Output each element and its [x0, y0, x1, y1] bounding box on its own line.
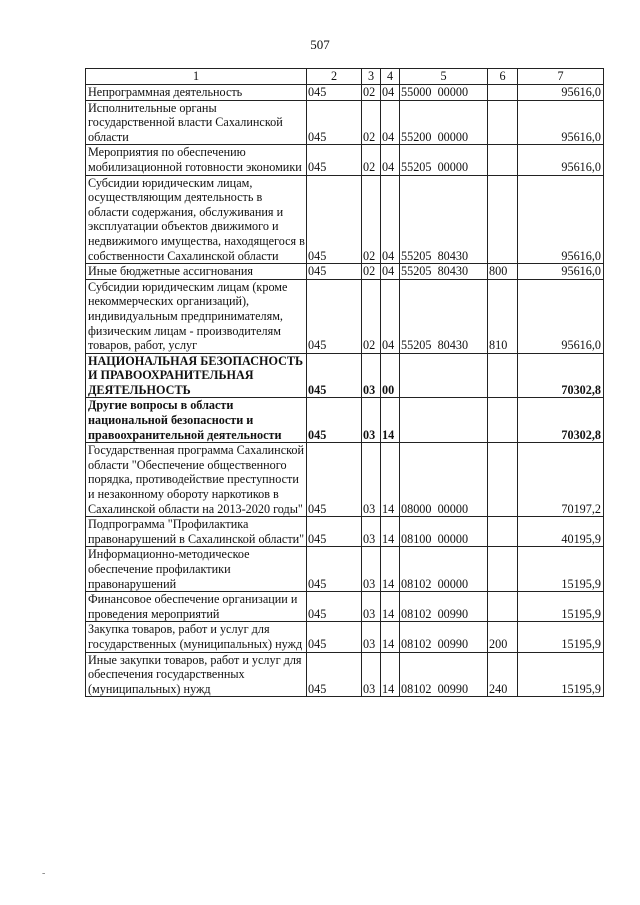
row-rz-cell: 02	[362, 264, 381, 280]
row-gr-cell: 045	[307, 145, 362, 175]
row-name-cell: Субсидии юридическим лицам, осуществляющим деятельность в области содержания, обслуживания и эксплуатации объектов движимого и недвижимого имущества, находящегося в собственности Сахалинской области	[86, 175, 307, 264]
row-csr-cell: 55200 00000	[400, 100, 488, 145]
row-name-cell: Другие вопросы в области национальной безопасности и правоохранительной деятельности	[86, 398, 307, 443]
row-amount-cell: 15195,9	[518, 592, 604, 622]
row-name-cell: Субсидии юридическим лицам (кроме некоммерческих организаций), индивидуальным предпринимателям, физическим лицам - производителям товаров, работ, услуг	[86, 279, 307, 353]
row-vr-cell	[488, 353, 518, 398]
row-vr-cell	[488, 592, 518, 622]
row-csr-cell: 55205 00000	[400, 145, 488, 175]
page-number: 507	[310, 37, 330, 52]
row-csr-cell: 55205 80430	[400, 264, 488, 280]
row-gr-cell: 045	[307, 443, 362, 517]
row-amount-cell: 15195,9	[518, 622, 604, 652]
row-pr-cell: 04	[381, 145, 400, 175]
row-pr-cell: 14	[381, 652, 400, 697]
header-cell: 3	[362, 69, 381, 85]
row-pr-cell: 04	[381, 100, 400, 145]
table-row	[86, 175, 604, 264]
row-amount-cell: 70302,8	[518, 398, 604, 443]
row-gr-cell: 045	[307, 547, 362, 592]
row-name-cell: Государственная программа Сахалинской области "Обеспечение общественного порядка, противодействие преступности и незаконному обороту наркотиков в Сахалинской области на 2013-2020 годы"	[86, 443, 307, 517]
row-pr-cell: 14	[381, 547, 400, 592]
row-name-cell: Закупка товаров, работ и услуг для государственных (муниципальных) нужд	[86, 622, 307, 652]
row-amount-cell: 95616,0	[518, 279, 604, 353]
row-pr-cell: 14	[381, 622, 400, 652]
row-csr-cell: 08100 00000	[400, 517, 488, 547]
row-pr-cell: 04	[381, 85, 400, 101]
row-rz-cell: 03	[362, 443, 381, 517]
row-vr-cell	[488, 443, 518, 517]
row-rz-cell: 03	[362, 652, 381, 697]
header-cell: 6	[488, 69, 518, 85]
row-vr-cell	[488, 85, 518, 101]
row-pr-cell: 14	[381, 592, 400, 622]
row-rz-cell: 02	[362, 85, 381, 101]
row-vr-cell	[488, 145, 518, 175]
row-csr-cell: 08000 00000	[400, 443, 488, 517]
table-row	[86, 443, 604, 517]
table-row	[86, 145, 604, 175]
row-gr-cell: 045	[307, 100, 362, 145]
row-gr-cell: 045	[307, 592, 362, 622]
table-row	[86, 517, 604, 547]
row-rz-cell: 02	[362, 100, 381, 145]
row-csr-cell	[400, 353, 488, 398]
table-row	[86, 264, 604, 280]
row-rz-cell: 02	[362, 145, 381, 175]
row-pr-cell: 14	[381, 443, 400, 517]
row-amount-cell: 70302,8	[518, 353, 604, 398]
row-amount-cell: 95616,0	[518, 264, 604, 280]
row-amount-cell: 95616,0	[518, 145, 604, 175]
row-gr-cell: 045	[307, 175, 362, 264]
row-amount-cell: 15195,9	[518, 547, 604, 592]
row-amount-cell: 70197,2	[518, 443, 604, 517]
row-name-cell: Финансовое обеспечение организации и проведения мероприятий	[86, 592, 307, 622]
row-vr-cell: 800	[488, 264, 518, 280]
row-csr-cell: 08102 00000	[400, 547, 488, 592]
row-vr-cell	[488, 100, 518, 145]
row-rz-cell: 03	[362, 592, 381, 622]
row-gr-cell: 045	[307, 353, 362, 398]
row-name-cell: НАЦИОНАЛЬНАЯ БЕЗОПАСНОСТЬ И ПРАВООХРАНИТЕЛЬНАЯ ДЕЯТЕЛЬНОСТЬ	[86, 353, 307, 398]
header-cell: 7	[518, 69, 604, 85]
table-header-row	[86, 69, 604, 85]
scan-speck: -	[42, 868, 46, 879]
row-vr-cell	[488, 175, 518, 264]
row-name-cell: Подпрограмма "Профилактика правонарушений в Сахалинской области"	[86, 517, 307, 547]
row-gr-cell: 045	[307, 398, 362, 443]
row-name-cell: Информационно-методическое обеспечение профилактики правонарушений	[86, 547, 307, 592]
row-amount-cell: 95616,0	[518, 175, 604, 264]
table-row	[86, 279, 604, 353]
row-vr-cell	[488, 398, 518, 443]
budget-table	[85, 68, 604, 697]
header-cell: 4	[381, 69, 400, 85]
row-csr-cell: 08102 00990	[400, 622, 488, 652]
row-name-cell: Исполнительные органы государственной власти Сахалинской области	[86, 100, 307, 145]
row-vr-cell: 240	[488, 652, 518, 697]
row-csr-cell	[400, 398, 488, 443]
row-pr-cell: 04	[381, 175, 400, 264]
row-gr-cell: 045	[307, 279, 362, 353]
table-row	[86, 100, 604, 145]
header-cell: 5	[400, 69, 488, 85]
row-rz-cell: 02	[362, 175, 381, 264]
table-row	[86, 398, 604, 443]
row-name-cell: Непрограммная деятельность	[86, 85, 307, 101]
row-csr-cell: 08102 00990	[400, 592, 488, 622]
table-row	[86, 652, 604, 697]
row-gr-cell: 045	[307, 85, 362, 101]
header-cell: 1	[86, 69, 307, 85]
row-pr-cell: 04	[381, 279, 400, 353]
row-gr-cell: 045	[307, 517, 362, 547]
row-gr-cell: 045	[307, 264, 362, 280]
row-amount-cell: 95616,0	[518, 100, 604, 145]
table-row	[86, 622, 604, 652]
row-vr-cell	[488, 517, 518, 547]
row-rz-cell: 03	[362, 517, 381, 547]
row-vr-cell: 200	[488, 622, 518, 652]
row-rz-cell: 03	[362, 353, 381, 398]
table-row	[86, 547, 604, 592]
row-rz-cell: 03	[362, 398, 381, 443]
row-vr-cell: 810	[488, 279, 518, 353]
row-csr-cell: 55205 80430	[400, 279, 488, 353]
row-pr-cell: 14	[381, 517, 400, 547]
row-pr-cell: 00	[381, 353, 400, 398]
table-row	[86, 85, 604, 101]
row-csr-cell: 55000 00000	[400, 85, 488, 101]
row-vr-cell	[488, 547, 518, 592]
row-gr-cell: 045	[307, 622, 362, 652]
row-rz-cell: 02	[362, 279, 381, 353]
row-rz-cell: 03	[362, 622, 381, 652]
row-name-cell: Мероприятия по обеспечению мобилизационной готовности экономики	[86, 145, 307, 175]
row-gr-cell: 045	[307, 652, 362, 697]
header-cell: 2	[307, 69, 362, 85]
table-row	[86, 592, 604, 622]
row-pr-cell: 14	[381, 398, 400, 443]
table-row	[86, 353, 604, 398]
row-amount-cell: 95616,0	[518, 85, 604, 101]
row-name-cell: Иные бюджетные ассигнования	[86, 264, 307, 280]
row-amount-cell: 15195,9	[518, 652, 604, 697]
row-csr-cell: 55205 80430	[400, 175, 488, 264]
row-rz-cell: 03	[362, 547, 381, 592]
row-csr-cell: 08102 00990	[400, 652, 488, 697]
row-name-cell: Иные закупки товаров, работ и услуг для обеспечения государственных (муниципальных) нужд	[86, 652, 307, 697]
row-amount-cell: 40195,9	[518, 517, 604, 547]
row-pr-cell: 04	[381, 264, 400, 280]
